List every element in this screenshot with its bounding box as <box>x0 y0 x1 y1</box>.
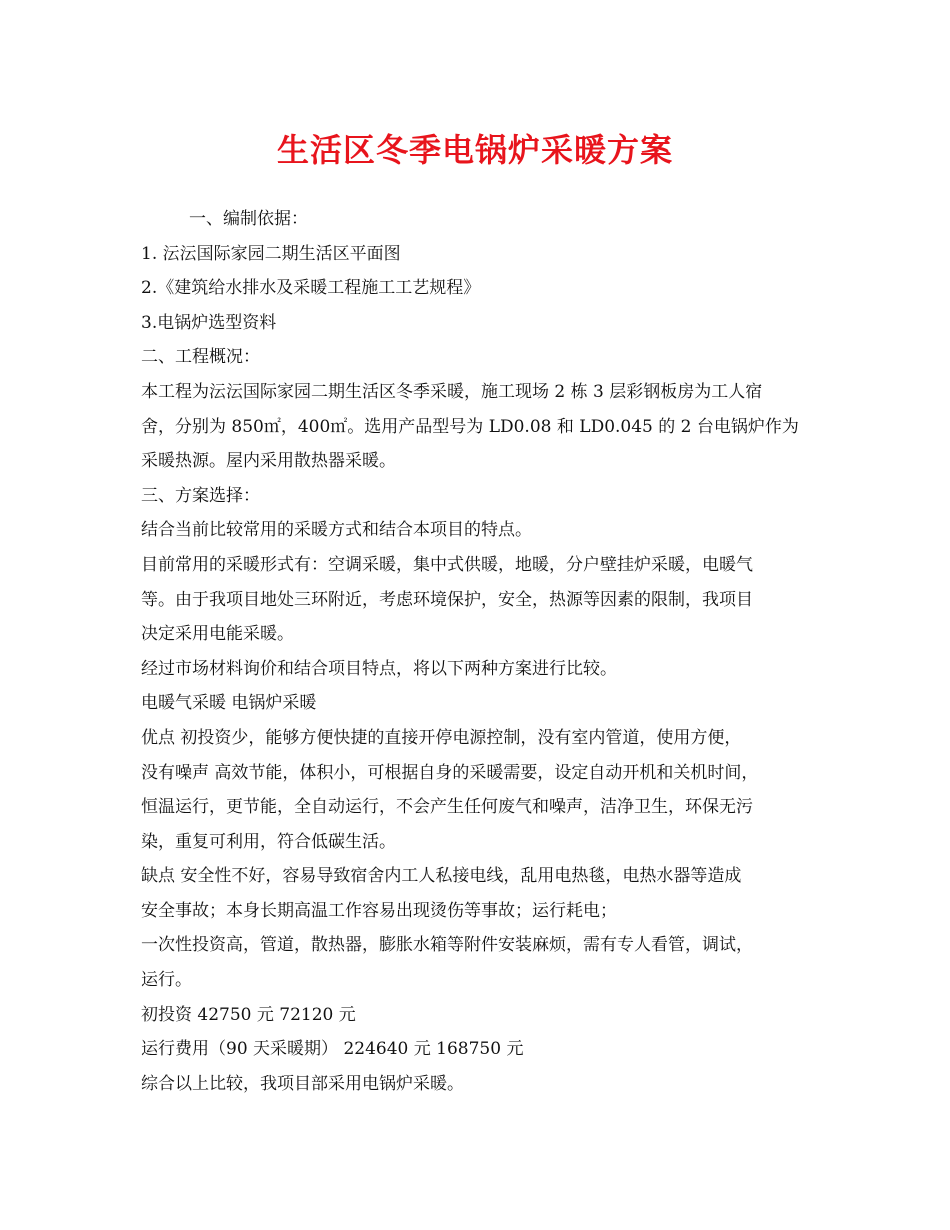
document-body <box>141 202 831 1101</box>
conclusion-line: 综合以上比较，我项目部采用电锅炉采暖。 <box>141 1073 464 1094</box>
section-heading-selection: 三、方案选择： <box>141 485 260 506</box>
overview-line-2: 舍，分别为 850㎡，400㎡。选用产品型号为 LD0.08 和 LD0.045 的 2 台电锅炉作为 <box>141 416 799 437</box>
basis-item-3: 3.电锅炉选型资料 <box>141 312 277 333</box>
advantages-line-4: 染，重复可利用，符合低碳生活。 <box>141 831 396 852</box>
comparison-header: 电暖气采暖 电锅炉采暖 <box>141 693 317 714</box>
disadvantages-line-4: 运行。 <box>141 970 192 991</box>
disadvantages-line-3: 一次性投资高，管道，散热器，膨胀水箱等附件安装麻烦，需有专人看管，调试， <box>141 935 753 956</box>
basis-item-2: 2.《建筑给水排水及采暖工程施工工艺规程》 <box>141 278 481 299</box>
basis-item-1: 1. 沄沄国际家园二期生活区平面图 <box>141 243 401 264</box>
selection-line-2: 目前常用的采暖形式有：空调采暖，集中式供暖，地暖，分户壁挂炉采暖，电暖气 <box>141 554 753 575</box>
advantages-line-1: 优点 初投资少，能够方便快捷的直接开停电源控制，没有室内管道，使用方便， <box>141 727 742 748</box>
advantages-line-3: 恒温运行，更节能，全自动运行，不会产生任何废气和噪声，洁净卫生，环保无污 <box>141 797 753 818</box>
selection-line-4: 决定采用电能采暖。 <box>141 624 294 645</box>
document-title: 生活区冬季电锅炉采暖方案 <box>276 131 673 169</box>
selection-line-5: 经过市场材料询价和结合项目特点，将以下两种方案进行比较。 <box>141 658 617 679</box>
selection-line-3: 等。由于我项目地处三环附近，考虑环境保护，安全，热源等因素的限制，我项目 <box>141 589 753 610</box>
initial-investment-row: 初投资 42750 元 72120 元 <box>141 1004 356 1025</box>
section-heading-overview: 二、工程概况： <box>141 347 260 368</box>
disadvantages-line-1: 缺点 安全性不好，容易导致宿舍内工人私接电线，乱用电热毯，电热水器等造成 <box>141 866 742 887</box>
section-heading-basis: 一、编制依据： <box>189 209 308 229</box>
overview-line-3: 采暖热源。屋内采用散热器采暖。 <box>141 451 396 472</box>
advantages-line-2: 没有噪声 高效节能，体积小，可根据自身的采暖需要，设定自动开机和关机时间， <box>141 762 759 783</box>
overview-line-1: 本工程为沄沄国际家园二期生活区冬季采暖，施工现场 2 栋 3 层彩钢板房为工人宿 <box>141 381 763 402</box>
operating-cost-row: 运行费用（90 天采暖期） 224640 元 168750 元 <box>141 1039 524 1060</box>
disadvantages-line-2: 安全事故；本身长期高温工作容易出现烫伤等事故；运行耗电； <box>141 900 617 921</box>
selection-line-1: 结合当前比较常用的采暖方式和结合本项目的特点。 <box>141 520 532 541</box>
